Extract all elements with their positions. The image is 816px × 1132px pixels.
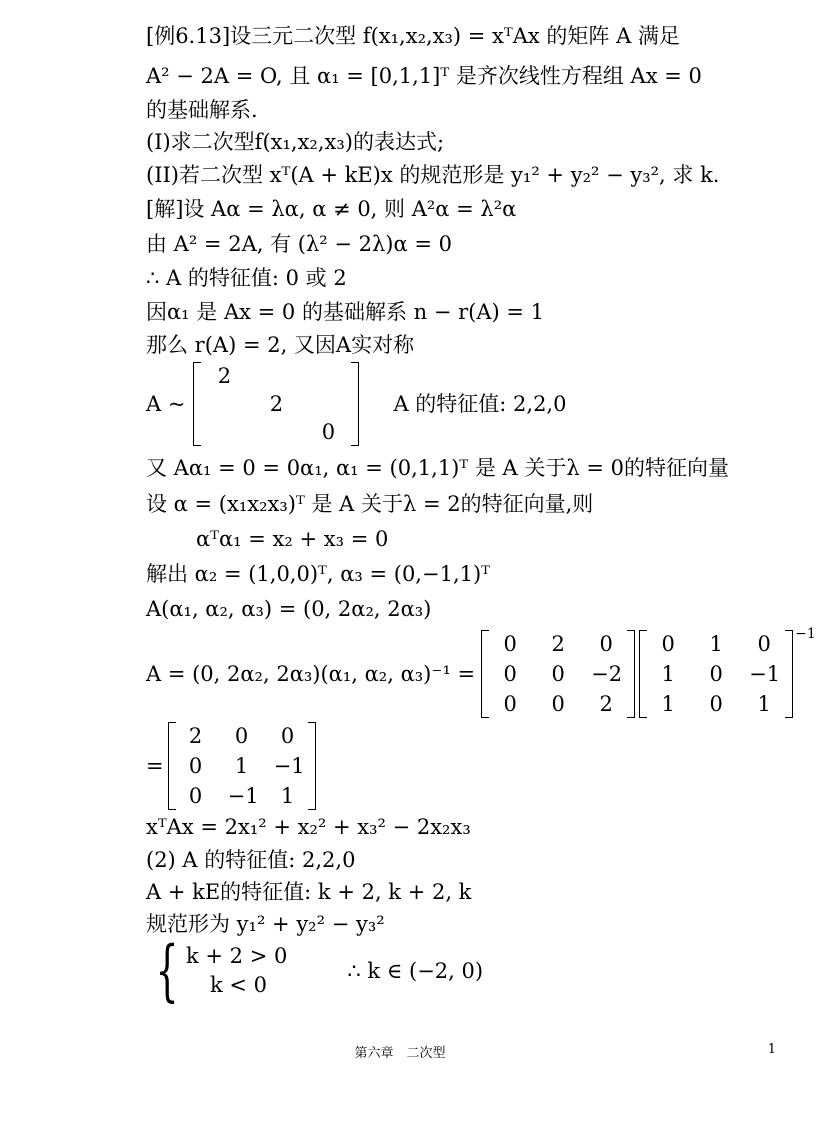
page-number: 1 xyxy=(767,1042,776,1057)
matrix-cell: 1 xyxy=(661,692,675,717)
inequality-system xyxy=(146,932,288,1009)
matrix-cell: 2 xyxy=(188,724,203,748)
page-footer: 第六章 二次型 xyxy=(354,1046,446,1061)
matrix-cell: 0 xyxy=(757,632,771,656)
matrix-cell: −1 xyxy=(273,754,305,779)
question-2: (II)若二次型 xᵀ(A + kE)x 的规范形是 y₁² + y₂² − y₃², 求 k. xyxy=(146,163,720,187)
solution-line: ∴ A 的特征值: 0 或 2 xyxy=(146,266,347,290)
matrix-cell: 0 xyxy=(661,632,675,656)
part-2-line: A + kE的特征值: k + 2, k + 2, k xyxy=(146,880,472,904)
matrix-cell: 0 xyxy=(280,724,295,748)
result-matrix-line xyxy=(146,722,318,810)
matrix-cell: 1 xyxy=(234,754,249,779)
matrix-cell: 0 xyxy=(599,632,613,656)
matrix-cell: 0 xyxy=(188,754,203,779)
solution-line: 又 Aα₁ = 0 = 0α₁, α₁ = (0,1,1)ᵀ 是 A 关于λ = 0的特征向量 xyxy=(146,456,729,480)
solution-start: [解]设 Aα = λα, α ≠ 0, 则 A²α = λ²α xyxy=(146,197,517,221)
diagonal-matrix xyxy=(193,362,359,446)
matrix-right xyxy=(639,630,793,718)
orthogonality-equation: αᵀα₁ = x₂ + x₃ = 0 xyxy=(196,527,389,551)
matrix-cell: 1 xyxy=(661,662,675,687)
matrix-cell: 1 xyxy=(280,784,295,809)
similar-diagonal-line xyxy=(146,362,566,446)
matrix-cell: 0 xyxy=(551,692,565,717)
result-matrix xyxy=(168,722,316,810)
similar-label: A ~ xyxy=(146,392,186,417)
condition-line: A² − 2A = O, 且 α₁ = [0,1,1]ᵀ 是齐次线性方程组 Ax = 0 xyxy=(146,64,702,88)
matrix-cell: 0 xyxy=(188,784,203,809)
part-2-line: (2) A 的特征值: 2,2,0 xyxy=(146,848,356,872)
matrix-cell: 0 xyxy=(503,632,517,656)
quadratic-form-expression: xᵀAx = 2x₁² + x₂² + x₃² − 2x₂x₃ xyxy=(146,815,471,839)
matrix-cell: 0 xyxy=(503,692,517,717)
matrix-cell: 1 xyxy=(757,692,771,717)
matrix-cell: 0 xyxy=(709,662,723,687)
matrix-cell: 0 xyxy=(709,692,723,717)
question-1: (I)求二次型f(x₁,x₂,x₃)的表达式; xyxy=(146,130,445,154)
brace-icon: { xyxy=(155,932,179,1009)
conclusion: ∴ k ∈ (−2, 0) xyxy=(347,958,484,983)
matrix-cell: 2 xyxy=(217,364,232,388)
solution-line: 解出 α₂ = (1,0,0)ᵀ, α₃ = (0,−1,1)ᵀ xyxy=(146,562,490,586)
matrix-cell: 0 xyxy=(321,420,336,445)
eigenvalue-text: A 的特征值: 2,2,0 xyxy=(393,392,567,417)
matrix-left xyxy=(481,630,635,718)
solution-line: 由 A² = 2A, 有 (λ² − 2λ)α = 0 xyxy=(146,232,452,256)
inequality-system-line xyxy=(146,932,484,1009)
example-heading: [例6.13]设三元二次型 f(x₁,x₂,x₃) = xᵀAx 的矩阵 A 满足 xyxy=(146,24,680,48)
part-2-line: 规范形为 y₁² + y₂² − y₃² xyxy=(146,912,385,936)
matrix-cell: 0 xyxy=(551,662,565,687)
solution-line: 那么 r(A) = 2, 又因A实对称 xyxy=(146,333,415,357)
solution-line: 设 α = (x₁x₂x₃)ᵀ 是 A 关于λ = 2的特征向量,则 xyxy=(146,492,594,516)
system-row: k < 0 xyxy=(210,973,268,997)
condition-line-end: 的基础解系. xyxy=(146,98,258,122)
matrix-cell: 2 xyxy=(599,692,613,717)
product-label: A = (0, 2α₂, 2α₃)(α₁, α₂, α₃)⁻¹ = xyxy=(146,662,476,687)
equals-sign: = xyxy=(146,754,164,779)
matrix-cell: −1 xyxy=(227,784,259,809)
matrix-cell: 2 xyxy=(269,392,284,417)
matrix-cell: 0 xyxy=(503,662,517,687)
inverse-exponent: −1 xyxy=(795,626,816,642)
matrix-cell: −1 xyxy=(749,662,781,687)
matrix-cell: 1 xyxy=(709,632,723,656)
matrix-product-line xyxy=(146,626,816,718)
solution-line: 因α₁ 是 Ax = 0 的基础解系 n − r(A) = 1 xyxy=(146,300,544,324)
matrix-cell: −2 xyxy=(591,662,623,687)
system-row: k + 2 > 0 xyxy=(186,943,288,968)
solution-line: A(α₁, α₂, α₃) = (0, 2α₂, 2α₃) xyxy=(146,597,432,621)
matrix-cell: 2 xyxy=(551,632,565,656)
matrix-cell: 0 xyxy=(234,724,249,748)
